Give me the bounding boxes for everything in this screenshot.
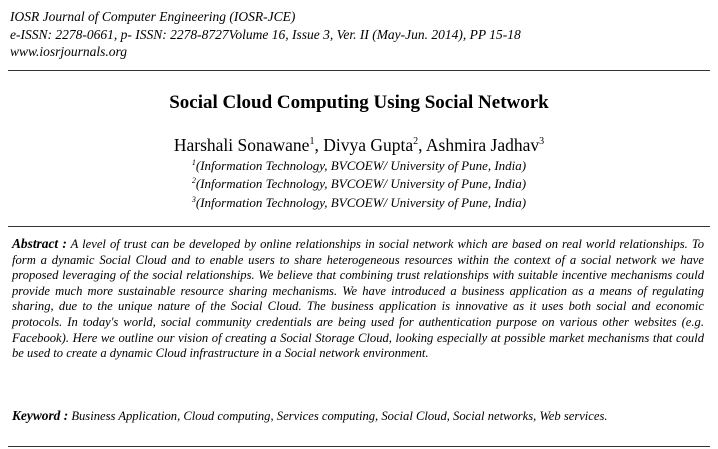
paper-title: Social Cloud Computing Using Social Network (169, 92, 549, 113)
affiliation-line (0, 158, 718, 174)
author-affiliation-marker: 2 (413, 136, 419, 147)
header-divider (8, 70, 710, 71)
journal-header (10, 8, 710, 61)
affiliation-marker: 1 (191, 158, 196, 167)
author-list (0, 134, 718, 156)
issn-volume-line: e-ISSN: 2278-0661, p- ISSN: 2278-8727Volume 16, Issue 3, Ver. II (May-Jun. 2014), PP 15-18 (10, 26, 521, 42)
author-separator: , (418, 135, 426, 155)
author-separator: , (314, 135, 324, 155)
author-name: Harshali Sonawane (173, 135, 310, 155)
abstract-text: A level of trust can be developed by online relationships in social network which are based on real world relationships. To form a dynamic Social Cloud and to enable users to share heterogeneous resources within the context of a social network we have proposed leveraging of the social relationships. We believe that combining trust relationships with suitable incentive mechanisms could provide much more sustainable resource sharing mechanisms. We have introduced a business application as a means of regulating sharing, due to the unique nature of the Social Cloud. The business application is innovative as it uses both social and economic protocols. In today's world, social community credentials are being used for authentication purpose on various other websites (e.g. Facebook). Here we outline our vision of creating a Social Storage Cloud, looking especially at possible market mechanisms that could be used to create a dynamic Cloud infrastructure in a Social network environment. (12, 237, 704, 361)
author-affiliation-marker: 1 (309, 136, 315, 147)
journal-website: www.iosrjournals.org (10, 44, 128, 59)
author-name: Divya Gupta (323, 135, 414, 155)
author-name: Ashmira Jadhav (425, 135, 540, 155)
author-affiliation-marker: 3 (539, 136, 545, 147)
keywords-label: Keyword : (12, 408, 69, 423)
keywords-paragraph (12, 408, 704, 425)
affiliation-line (0, 195, 718, 211)
abstract-bottom-rule (8, 446, 710, 447)
abstract-paragraph (12, 236, 704, 362)
affiliation-marker: 3 (191, 195, 196, 204)
affiliation-text: (Information Technology, BVCOEW/ University of Pune, India) (195, 176, 527, 191)
affiliation-text: (Information Technology, BVCOEW/ University of Pune, India) (195, 158, 527, 173)
affiliation-line (0, 176, 718, 192)
abstract-top-rule (8, 226, 710, 227)
affiliation-text: (Information Technology, BVCOEW/ University of Pune, India) (195, 195, 527, 210)
keywords-text: Business Application, Cloud computing, Services computing, Social Cloud, Social networks, Web services. (68, 409, 608, 423)
abstract-label: Abstract : (12, 236, 67, 251)
journal-name: IOSR Journal of Computer Engineering (IOSR-JCE) (10, 9, 296, 24)
affiliation-marker: 2 (191, 176, 196, 185)
